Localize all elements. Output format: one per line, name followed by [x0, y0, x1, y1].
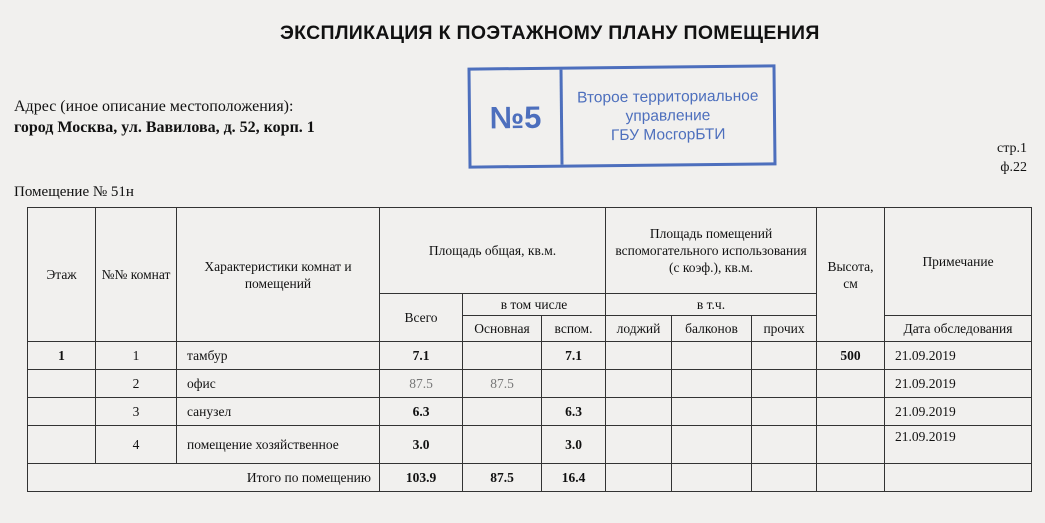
- cell-date: 21.09.2019: [885, 426, 1032, 464]
- header-including: в том числе: [463, 294, 606, 316]
- cell-aux: 3.0: [542, 426, 606, 464]
- table-row: [28, 342, 1032, 370]
- header-aux: вспом.: [542, 316, 606, 342]
- bti-stamp: [467, 64, 776, 168]
- stamp-line: Второе территориальное: [577, 87, 759, 107]
- cell-other: [752, 342, 817, 370]
- cell-total: 3.0: [380, 426, 463, 464]
- cell-total: 87.5: [380, 370, 463, 398]
- address-label: Адрес (иное описание местоположения):: [14, 98, 294, 115]
- cell-other: [752, 398, 817, 426]
- form-number: ф.22: [1000, 160, 1027, 175]
- cell-name: помещение хозяйственное: [177, 426, 380, 464]
- cell-height: [817, 426, 885, 464]
- cell-loggias: [606, 426, 672, 464]
- cell-aux: 7.1: [542, 342, 606, 370]
- header-loggias: лоджий: [606, 316, 672, 342]
- stamp-number: №5: [471, 70, 564, 166]
- stamp-text: [563, 67, 774, 164]
- cell-height: [817, 370, 885, 398]
- cell-main: [463, 398, 542, 426]
- cell-balconies: [672, 398, 752, 426]
- cell-aux: 6.3: [542, 398, 606, 426]
- cell-room-no: 2: [96, 370, 177, 398]
- cell-balconies: [672, 426, 752, 464]
- header-main: Основная: [463, 316, 542, 342]
- totals-label: Итого по помещению: [28, 464, 380, 492]
- cell-loggias: [606, 342, 672, 370]
- totals-empty: [672, 464, 752, 492]
- totals-empty: [817, 464, 885, 492]
- header-note: Примечание: [885, 208, 1032, 316]
- totals-empty: [606, 464, 672, 492]
- page-number: стр.1: [996, 141, 1027, 156]
- explication-table: [27, 207, 1032, 492]
- header-survey-date: Дата обследования: [885, 316, 1032, 342]
- cell-room-no: 4: [96, 426, 177, 464]
- cell-balconies: [672, 342, 752, 370]
- cell-date: 21.09.2019: [885, 370, 1032, 398]
- cell-height: 500: [817, 342, 885, 370]
- cell-total: 7.1: [380, 342, 463, 370]
- cell-other: [752, 370, 817, 398]
- table-row: [28, 370, 1032, 398]
- cell-name: офис: [177, 370, 380, 398]
- cell-name: тамбур: [177, 342, 380, 370]
- header-characteristics: Характеристики комнат и помещений: [177, 208, 380, 342]
- cell-loggias: [606, 398, 672, 426]
- cell-main: 87.5: [463, 370, 542, 398]
- totals-row: [28, 464, 1032, 492]
- stamp-line: ГБУ МосгорБТИ: [610, 125, 726, 145]
- cell-room-no: 1: [96, 342, 177, 370]
- cell-height: [817, 398, 885, 426]
- address-value: город Москва, ул. Вавилова, д. 52, корп. 1: [14, 119, 315, 136]
- document-title: ЭКСПЛИКАЦИЯ К ПОЭТАЖНОМУ ПЛАНУ ПОМЕЩЕНИЯ: [280, 22, 820, 44]
- header-total: Всего: [380, 294, 463, 342]
- cell-other: [752, 426, 817, 464]
- header-room-no: №№ комнат: [96, 208, 177, 342]
- cell-aux: [542, 370, 606, 398]
- cell-floor: [28, 398, 96, 426]
- totals-main: 87.5: [463, 464, 542, 492]
- totals-empty: [885, 464, 1032, 492]
- header-other: прочих: [752, 316, 817, 342]
- stamp-line: управление: [625, 107, 711, 125]
- totals-aux: 16.4: [542, 464, 606, 492]
- cell-loggias: [606, 370, 672, 398]
- room-label: Помещение № 51н: [14, 184, 134, 200]
- header-floor: Этаж: [28, 208, 96, 342]
- cell-balconies: [672, 370, 752, 398]
- header-aux-area: Площадь помещений вспомогательного использования (с коэф.), кв.м.: [606, 208, 817, 294]
- cell-date: 21.09.2019: [885, 398, 1032, 426]
- table-row: [28, 398, 1032, 426]
- cell-floor: [28, 370, 96, 398]
- header-total-area: Площадь общая, кв.м.: [380, 208, 606, 294]
- cell-total: 6.3: [380, 398, 463, 426]
- cell-floor: [28, 426, 96, 464]
- cell-main: [463, 342, 542, 370]
- header-height: Высота, см: [817, 208, 885, 342]
- header-balconies: балконов: [672, 316, 752, 342]
- header-incl-short: в т.ч.: [606, 294, 817, 316]
- totals-empty: [752, 464, 817, 492]
- cell-name: санузел: [177, 398, 380, 426]
- cell-room-no: 3: [96, 398, 177, 426]
- cell-floor: 1: [28, 342, 96, 370]
- table-row: [28, 426, 1032, 464]
- cell-main: [463, 426, 542, 464]
- totals-total: 103.9: [380, 464, 463, 492]
- cell-date: 21.09.2019: [885, 342, 1032, 370]
